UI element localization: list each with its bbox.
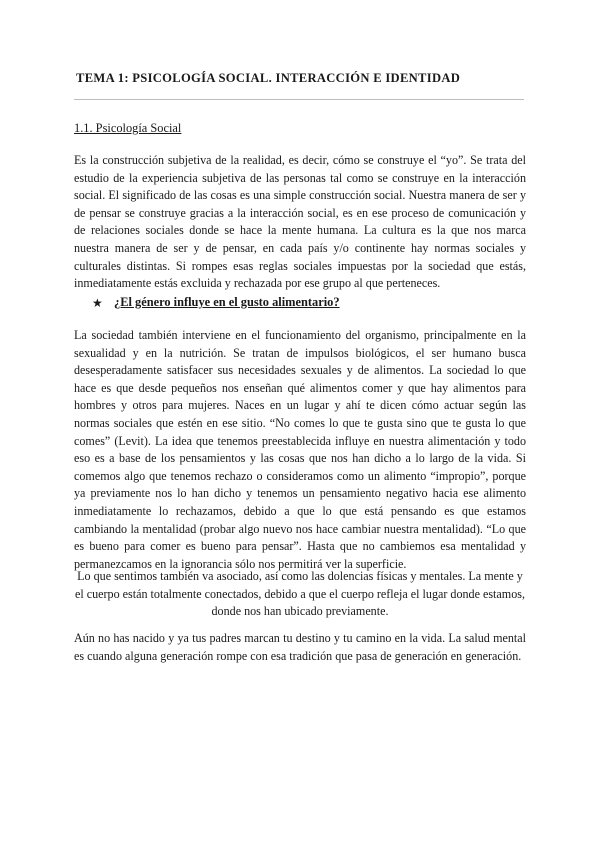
paragraph-4: Aún no has nacido y ya tus padres marcan tu destino y tu camino en la vida. La salud mental es cuando alguna generación rompe con esa tradición que pasa de generación en generación. xyxy=(74,631,526,663)
document-title: TEMA 1: PSICOLOGÍA SOCIAL. INTERACCIÓN E IDENTIDAD xyxy=(76,71,461,85)
paragraph-1: Es la construcción subjetiva de la realidad, es decir, cómo se construye el “yo”. Se trata del estudio de la experiencia subjetiva de las personas tal como se construye en la interacción social. El significado de las cosas es una simple construcción social. Nuestra manera de ser y de pensar se construye gracias a la interacción social, es en ese proceso de comunicación y de relaciones sociales donde se hace la mente humana. La cultura es la que nos marca nuestra manera de ser y de pensar, en cada país y/o continente hay normas sociales y culturales distintas. Si rompes esas reglas sociales impuestas por la sociedad que estás, inmediatamente estás excluida y rechazada por ese grupo al que perteneces. xyxy=(74,153,526,291)
bullet-question xyxy=(92,295,340,310)
section-heading: 1.1. Psicología Social xyxy=(74,121,182,135)
paragraph-2: La sociedad también interviene en el funcionamiento del organismo, principalmente en la sexualidad y en la nutrición. Se tratan de impulsos biológicos, el ser humano busca desesperadamente satisfacer sus necesidades sexuales y de alimentos. La sociedad lo que hace es que desde pequeños nos enseñan qué alimentos comer y que hay alimentos para hombres y otros para mujeres. Naces en un lugar y ahí te dicen cómo actuar según las normas sociales que estén en ese sitio. “No comes lo que te gusta sino que te gusta lo que comes” (Levit). La idea que tenemos preestablecida influye en nuestra alimentación y todo eso es a base de los pensamientos y las cosas que nos han dicho a lo largo de la vida. Si comemos algo que tenemos rechazo o consideramos como un alimento “impropio”, porque ya previamente nos lo han dicho y tenemos un pensamiento negativo hacia ese alimento inmediatamente lo rechazamos, debido a que lo que está pensando es que estamos cambiando la mentalidad (probar algo nuevo nos hace cambiar nuestra mentalidad). “Lo que es bueno para comer es bueno para pensar”. Hasta que no cambiemos esa mentalidad y permanezcamos en la ignorancia sólo nos permitirá ver la superficie. xyxy=(74,328,526,571)
bullet-question-text: ¿El género influye en el gusto alimentario? xyxy=(114,295,340,309)
star-icon: ★ xyxy=(92,295,103,310)
title-divider xyxy=(74,99,524,100)
paragraph-3: Lo que sentimos también va asociado, así como las dolencias físicas y mentales. La mente y el cuerpo están totalmente conectados, debido a que el cuerpo refleja el lugar donde estamos, donde nos han ubicado previamente. xyxy=(75,569,525,619)
